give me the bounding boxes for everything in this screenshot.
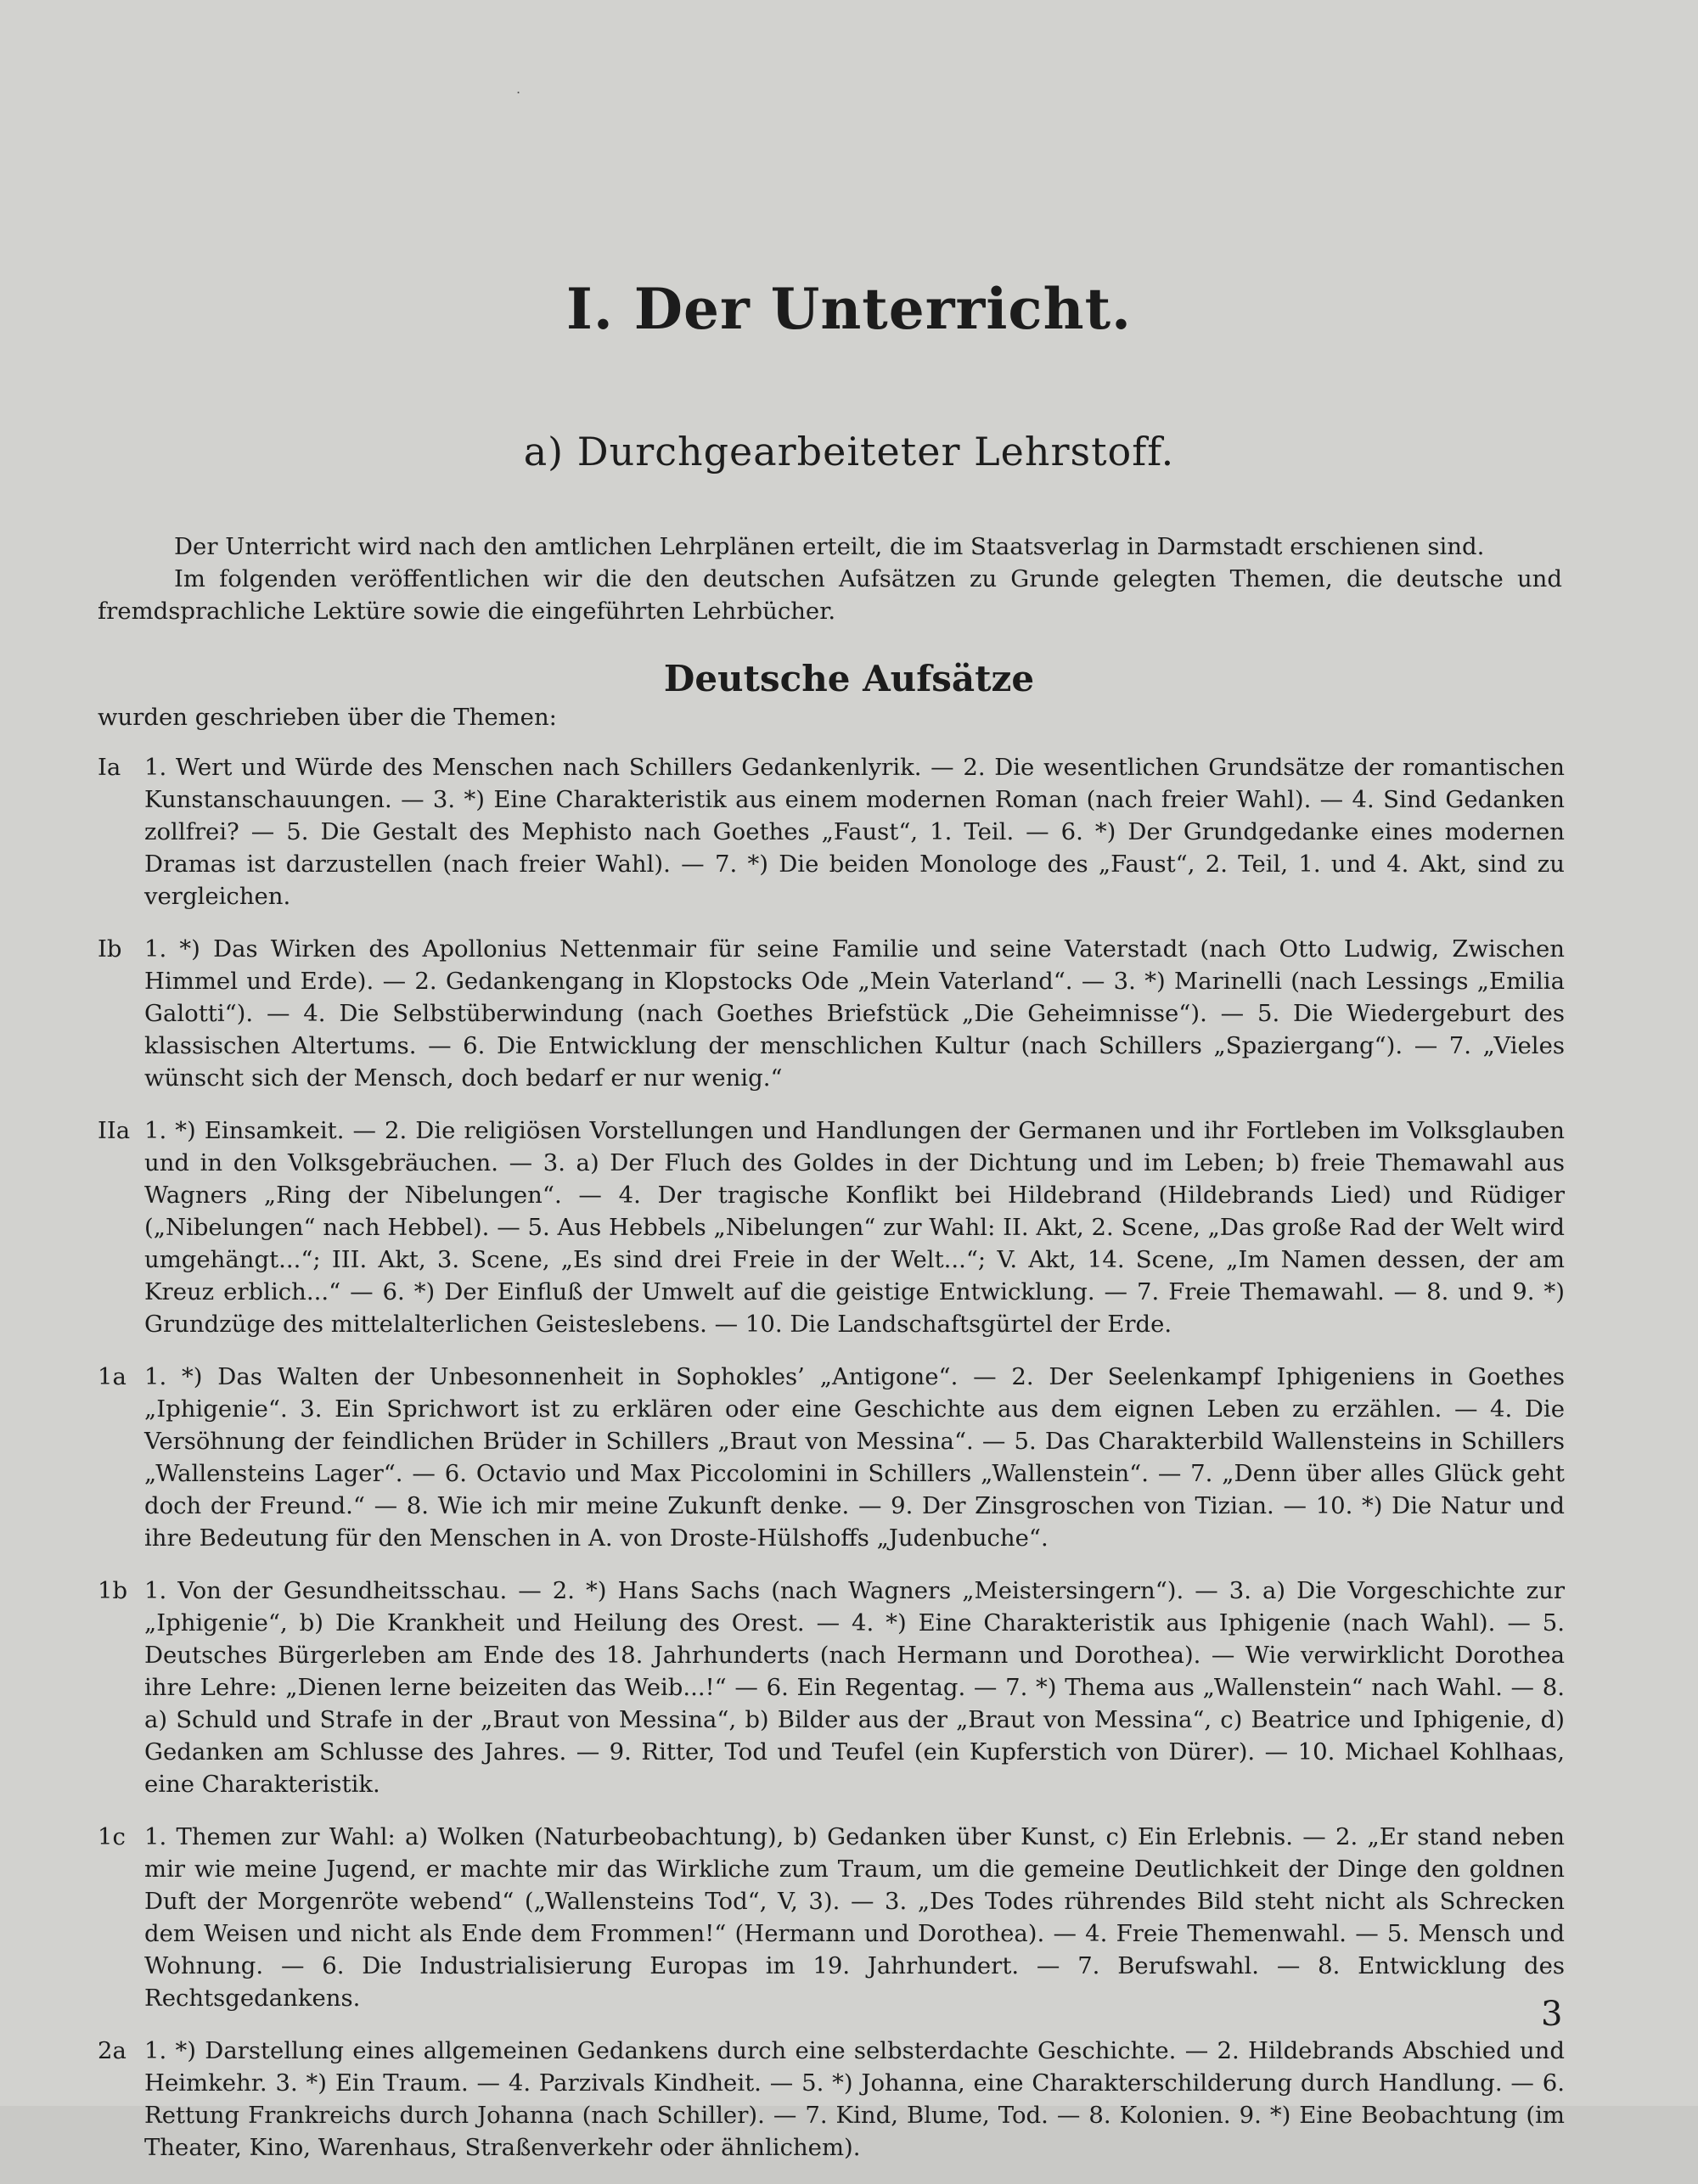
class-label: 1c	[98, 1823, 126, 1850]
list-item	[98, 1821, 1565, 2014]
list-item	[98, 1361, 1565, 1554]
section-lead: wurden geschrieben über die Themen:	[98, 704, 557, 731]
class-label: Ib	[98, 935, 122, 963]
list-item	[98, 933, 1565, 1094]
intro-paragraph-1: Der Unterricht wird nach den amtlichen Lehrplänen erteilt, die im Staatsverlag in Darmstadt erschienen sind.	[174, 533, 1485, 560]
class-label: IIa	[98, 1117, 131, 1144]
list-item	[98, 1575, 1565, 1800]
essay-topics-list	[98, 751, 1565, 2184]
page-title: I. Der Unterricht.	[565, 276, 1133, 342]
page-number: 3	[1541, 1995, 1563, 2034]
section-title: Deutsche Aufsätze	[663, 658, 1035, 699]
topic-text: 1. *) Das Wirken des Apollonius Nettenmair für seine Familie und seine Vaterstadt (nach Otto Ludwig, Zwischen Himmel und Erde). — 2. Gedankengang in Klopstocks Ode „Mein Vaterland“. — 3. *) Marinelli (nach Lessings „Emilia Galotti“). — 4. Die Selbstüberwindung (nach Goethes Briefstück „Die Geheimnisse“). — 5. Die Wiedergeburt des klassischen Altertums. — 6. Die Entwicklung der menschlichen Kultur (nach Schillers „Spaziergang“). — 7. „Vieles wünscht sich der Mensch, doch bedarf er nur wenig.“	[144, 935, 1565, 1092]
topic-text: 1. *) Darstellung eines allgemeinen Gedankens durch eine selbsterdachte Geschichte. — 2. Hildebrands Abschied und Heimkehr. 3. *) Ein Traum. — 4. Parzivals Kindheit. — 5. *) Johanna, eine Charakterschilderung durch Handlung. — 6. Rettung Frankreichs durch Johanna (nach Schiller). — 7. Kind, Blume, Tod. — 8. Kolonien. 9. *) Eine Beobachtung (im Theater, Kino, Warenhaus, Straßenverkehr oder ähnlichem).	[144, 2037, 1565, 2161]
topic-text: 1. Themen zur Wahl: a) Wolken (Naturbeobachtung), b) Gedanken über Kunst, c) Ein Erlebnis. — 2. „Er stand neben mir wie meine Jugend, er machte mir das Wirkliche zum Traum, um die gemeine Deutlichkeit der Dinge den goldnen Duft der Morgenröte webend“ („Wallensteins Tod“, V, 3). — 3. „Des Todes rührendes Bild steht nicht als Schrecken dem Weisen und nicht als Ende dem Frommen!“ (Hermann und Dorothea). — 4. Freie Themenwahl. — 5. Mensch und Wohnung. — 6. Die Industrialisierung Europas im 19. Jahrhundert. — 7. Berufswahl. — 8. Entwicklung des Rechtsgedankens.	[144, 1823, 1565, 2012]
class-label: 1a	[98, 1363, 127, 1390]
topic-text: 1. *) Das Walten der Unbesonnenheit in Sophokles’ „Antigone“. — 2. Der Seelenkampf Iphigeniens in Goethes „Iphigenie“. 3. Ein Sprichwort ist zu erklären oder eine Geschichte aus dem eignen Leben zu erzählen. — 4. Die Versöhnung der feindlichen Brüder in Schillers „Braut von Messina“. — 5. Das Charakterbild Wallensteins in Schillers „Wallensteins Lager“. — 6. Octavio und Max Piccolomini in Schillers „Wallenstein“. — 7. „Denn über alles Glück geht doch der Freund.“ — 8. Wie ich mir meine Zukunft denke. — 9. Der Zinsgroschen von Tizian. — 10. *) Die Natur und ihre Bedeutung für den Menschen in A. von Droste-Hülshoffs „Judenbuche“.	[144, 1363, 1565, 1552]
speck-mark: .	[516, 81, 521, 97]
list-item	[98, 1114, 1565, 1340]
topic-text: 1. Von der Gesundheitsschau. — 2. *) Hans Sachs (nach Wagners „Meistersingern“). — 3. a) Die Vorgeschichte zur „Iphigenie“, b) Die Krankheit und Heilung des Orest. — 4. *) Eine Charakteristik aus Iphigenie (nach Wahl). — 5. Deutsches Bürgerleben am Ende des 18. Jahrhunderts (nach Hermann und Dorothea). — Wie verwirklicht Dorothea ihre Lehre: „Dienen lerne beizeiten das Weib...!“ — 6. Ein Regentag. — 7. *) Thema aus „Wallenstein“ nach Wahl. — 8. a) Schuld und Strafe in der „Braut von Messina“, b) Bilder aus der „Braut von Messina“, c) Beatrice und Iphigenie, d) Gedanken am Schlusse des Jahres. — 9. Ritter, Tod und Teufel (ein Kupferstich von Dürer). — 10. Michael Kohlhaas, eine Charakteristik.	[144, 1577, 1565, 1798]
list-item	[98, 2035, 1565, 2164]
list-item	[98, 751, 1565, 912]
page-subtitle: a) Durchgearbeiteter Lehrstoff.	[523, 429, 1175, 474]
class-label: 1b	[98, 1577, 128, 1604]
class-label: Ia	[98, 754, 121, 781]
intro-paragraph-2: Im folgenden veröffentlichen wir die den deutschen Aufsätzen zu Grunde gelegten Themen, die deutsche und fremdsprachliche Lektüre sowie die eingeführten Lehrbücher.	[98, 565, 1562, 625]
intro-text	[98, 531, 1562, 627]
topic-text: 1. *) Einsamkeit. — 2. Die religiösen Vorstellungen und Handlungen der Germanen und ihr Fortleben im Volksglauben und in den Volksgebräuchen. — 3. a) Der Fluch des Goldes in der Dichtung und im Leben; b) freie Themawahl aus Wagners „Ring der Nibelungen“. — 4. Der tragische Konflikt bei Hildebrand (Hildebrands Lied) und Rüdiger („Nibelungen“ nach Hebbel). — 5. Aus Hebbels „Nibelungen“ zur Wahl: II. Akt, 2. Scene, „Das große Rad der Welt wird umgehängt...“; III. Akt, 3. Scene, „Es sind drei Freie in der Welt...“; V. Akt, 14. Scene, „Im Namen dessen, der am Kreuz erblich...“ — 6. *) Der Einfluß der Umwelt auf die geistige Entwicklung. — 7. Freie Themawahl. — 8. und 9. *) Grundzüge des mittelalterlichen Geisteslebens. — 10. Die Landschaftsgürtel der Erde.	[144, 1117, 1565, 1338]
class-label: 2a	[98, 2037, 127, 2064]
topic-text: 1. Wert und Würde des Menschen nach Schillers Gedankenlyrik. — 2. Die wesentlichen Grundsätze der romantischen Kunstanschauungen. — 3. *) Eine Charakteristik aus einem modernen Roman (nach freier Wahl). — 4. Sind Gedanken zollfrei? — 5. Die Gestalt des Mephisto nach Goethes „Faust“, 1. Teil. — 6. *) Der Grundgedanke eines modernen Dramas ist darzustellen (nach freier Wahl). — 7. *) Die beiden Monologe des „Faust“, 2. Teil, 1. und 4. Akt, sind zu vergleichen.	[144, 754, 1565, 910]
